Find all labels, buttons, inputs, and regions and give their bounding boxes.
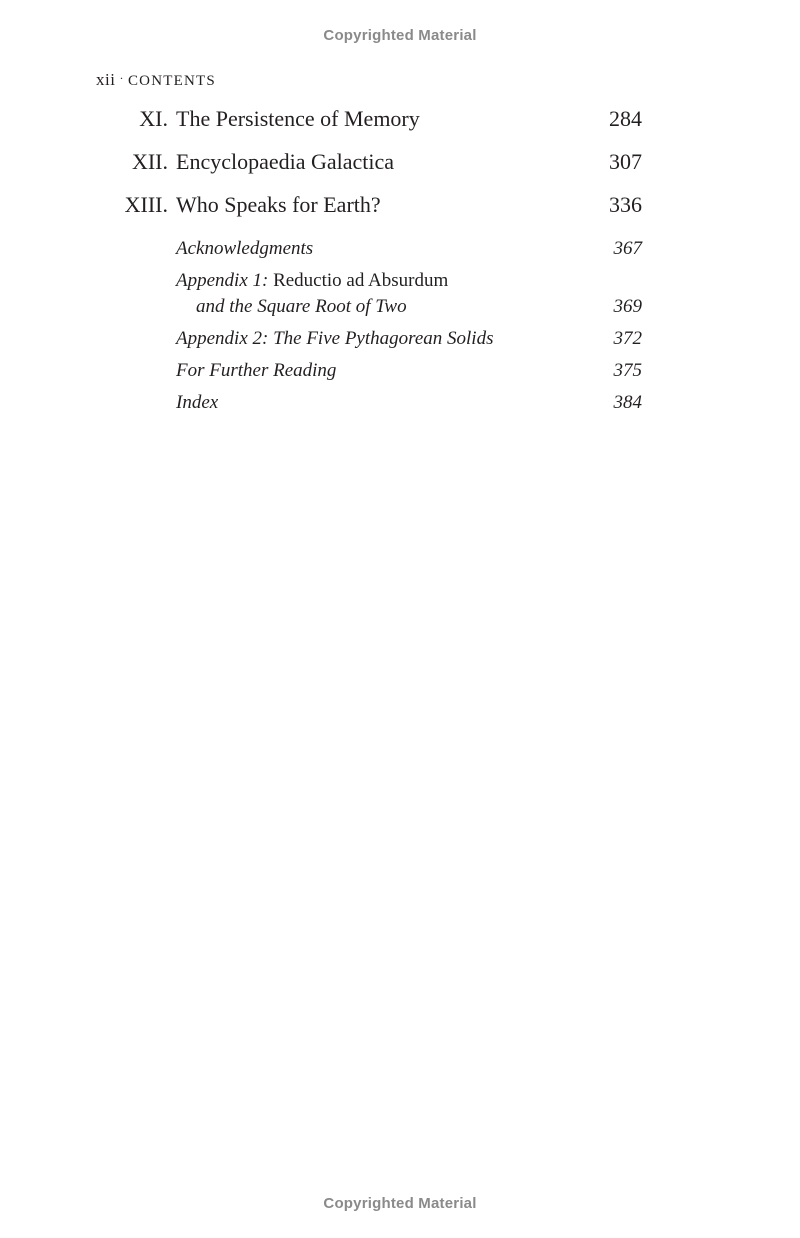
backmatter-page-number: 372 bbox=[613, 328, 642, 349]
chapter-numeral: XII. bbox=[131, 149, 168, 174]
backmatter-title: For Further Reading bbox=[176, 360, 337, 381]
toc-chapter-entry[interactable] bbox=[0, 106, 800, 136]
backmatter-title bbox=[176, 270, 448, 292]
running-head bbox=[96, 70, 216, 90]
chapter-numeral: XI. bbox=[139, 106, 168, 131]
backmatter-page-number: 369 bbox=[613, 296, 642, 317]
chapter-page-number: 336 bbox=[609, 192, 642, 217]
section-title: CONTENTS bbox=[127, 73, 216, 89]
toc-chapter-entry[interactable] bbox=[0, 192, 800, 222]
backmatter-page-number: 375 bbox=[613, 360, 642, 381]
chapter-title: The Persistence of Memory bbox=[176, 106, 420, 131]
chapter-page-number: 307 bbox=[609, 149, 642, 174]
chapter-title: Encyclopaedia Galactica bbox=[176, 149, 395, 174]
toc-chapter-entry[interactable] bbox=[0, 149, 800, 179]
backmatter-page-number: 367 bbox=[613, 238, 642, 259]
backmatter-title: Acknowledgments bbox=[176, 238, 314, 259]
toc-backmatter-entry[interactable] bbox=[0, 392, 800, 418]
appendix-label: Appendix 1: bbox=[176, 270, 269, 291]
backmatter-page-number: 384 bbox=[613, 392, 642, 413]
toc-backmatter-entry[interactable] bbox=[0, 360, 800, 386]
chapter-title: Who Speaks for Earth? bbox=[176, 192, 381, 217]
backmatter-title-continuation: and the Square Root of Two bbox=[196, 296, 407, 317]
copyright-watermark-bottom: Copyrighted Material bbox=[323, 1195, 477, 1212]
appendix-title: Reductio ad Absurdum bbox=[273, 270, 449, 291]
backmatter-title: Index bbox=[176, 392, 219, 413]
chapter-numeral: XIII. bbox=[124, 192, 168, 217]
toc-backmatter-entry[interactable] bbox=[0, 328, 800, 354]
copyright-watermark-top: Copyrighted Material bbox=[323, 27, 477, 44]
toc-backmatter-entry[interactable] bbox=[0, 270, 800, 324]
chapter-page-number: 284 bbox=[609, 106, 642, 131]
page-number: xii bbox=[96, 70, 116, 89]
running-head-separator: · bbox=[119, 71, 124, 85]
toc-backmatter-entry[interactable] bbox=[0, 238, 800, 264]
backmatter-title: Appendix 2: The Five Pythagorean Solids bbox=[176, 328, 494, 349]
